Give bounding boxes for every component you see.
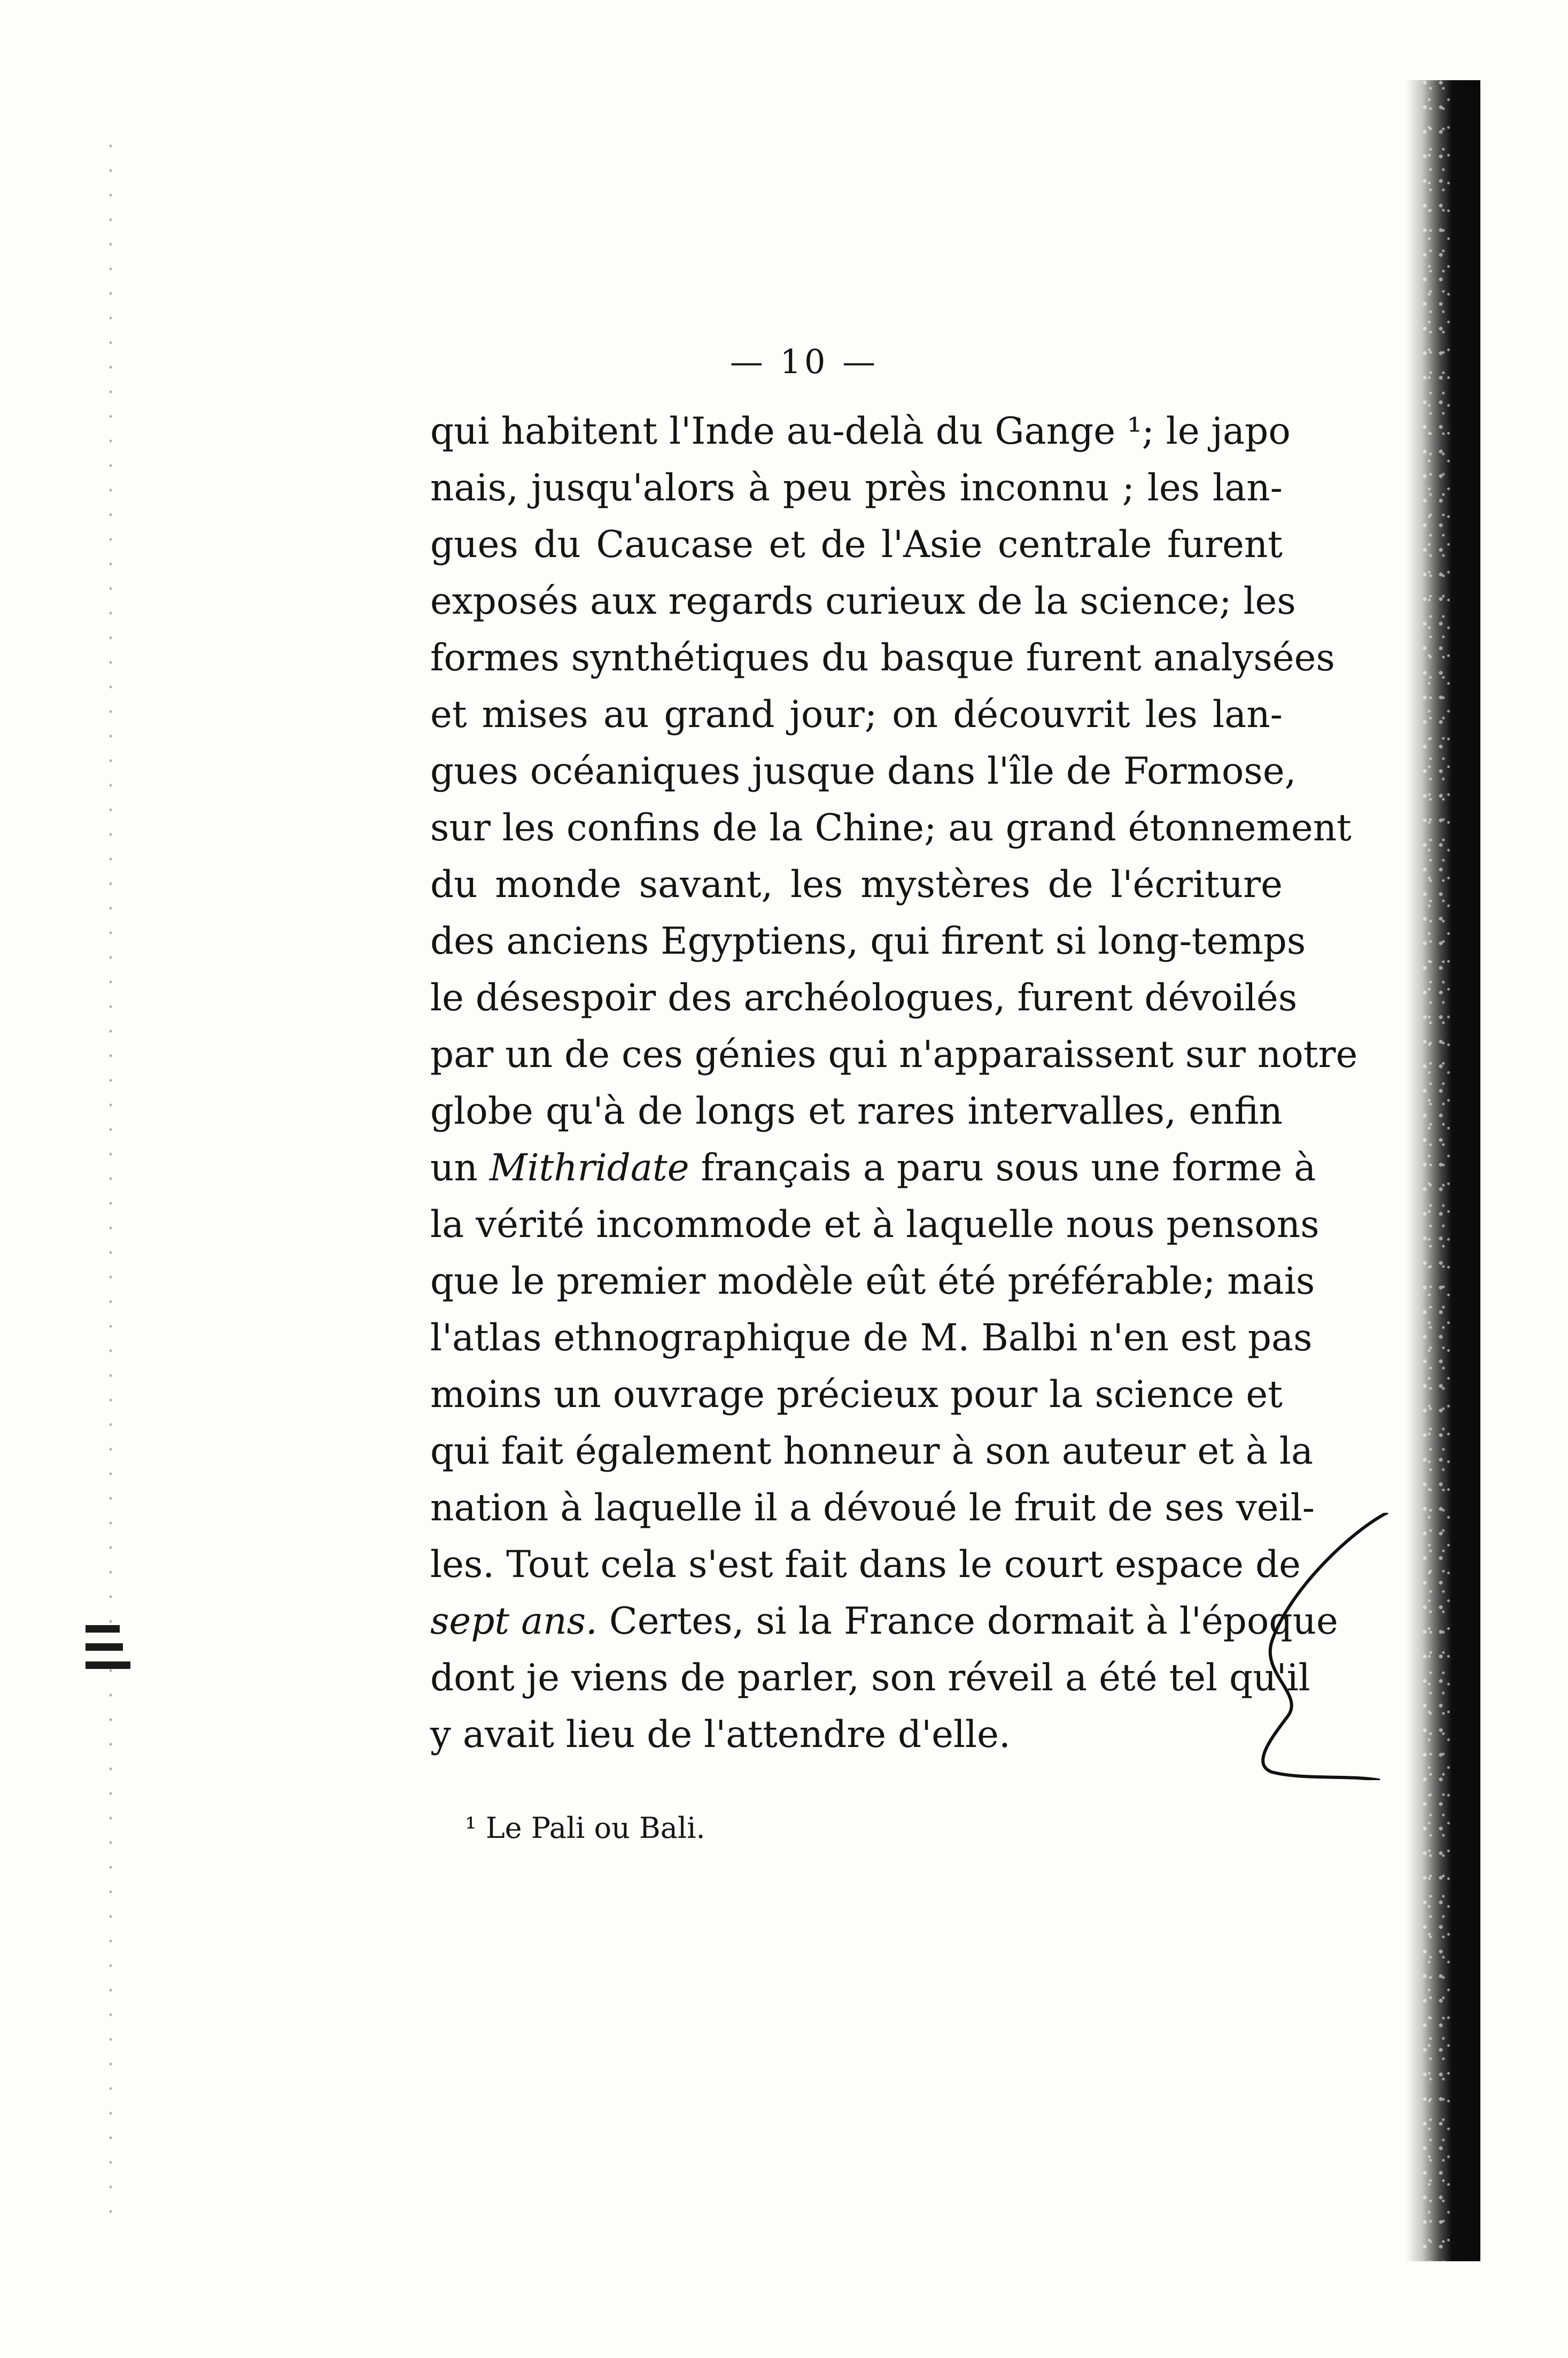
text-line: des anciens Egyptiens, qui firent si long-temps	[430, 920, 1306, 963]
pencil-mark	[1240, 1513, 1390, 1780]
text-line: par un de ces génies qui n'apparaissent sur notre	[430, 1033, 1358, 1076]
binding-marks	[86, 1625, 134, 1721]
text-line: nais, jusqu'alors à peu près inconnu ; les lan-	[430, 467, 1283, 509]
text-line: qui habitent l'Inde au-delà du Gange ¹; le japo	[430, 410, 1291, 453]
text-line: globe qu'à de longs et rares intervalles, enfin	[430, 1090, 1283, 1133]
text-line: nation à laquelle il a dévoué le fruit de ses veil-	[430, 1487, 1315, 1529]
text-line: qui fait également honneur à son auteur et à la	[430, 1430, 1314, 1473]
text-line: sur les confins de la Chine; au grand étonnement	[430, 807, 1352, 849]
text-line: et mises au grand jour; on découvrit les lan-	[430, 693, 1283, 736]
text-line: moins un ouvrage précieux pour la science et	[430, 1373, 1283, 1416]
text-line: gues du Caucase et de l'Asie centrale furent	[430, 523, 1283, 566]
text-line: un Mithridate français a paru sous une forme à	[430, 1147, 1316, 1189]
body-text	[430, 403, 1358, 1763]
text-line: du monde savant, les mystères de l'écriture	[430, 863, 1283, 906]
text-line: dont je viens de parler, son réveil a été tel qu'il	[430, 1657, 1310, 1699]
footnote: ¹ Le Pali ou Bali.	[465, 1811, 705, 1845]
text-line: formes synthétiques du basque furent analysées	[430, 637, 1335, 679]
text-line: le désespoir des archéologues, furent dévoilés	[430, 977, 1298, 1019]
gutter-dots	[110, 134, 112, 2218]
text-line: la vérité incommode et à laquelle nous pensons	[430, 1203, 1319, 1246]
text-line: les. Tout cela s'est fait dans le court espace de	[430, 1543, 1301, 1586]
binding-speckle	[1422, 80, 1454, 2261]
text-line: l'atlas ethnographique de M. Balbi n'en est pas	[430, 1317, 1313, 1359]
page-number: — 10 —	[729, 342, 879, 381]
text-line: sept ans. Certes, si la France dormait à l'époque	[430, 1600, 1338, 1643]
text-line: y avait lieu de l'attendre d'elle.	[430, 1713, 1011, 1756]
text-line: exposés aux regards curieux de la science; les	[430, 580, 1296, 623]
text-line: que le premier modèle eût été préférable; mais	[430, 1260, 1315, 1303]
text-line: gues océaniques jusque dans l'île de Formose,	[430, 750, 1297, 793]
